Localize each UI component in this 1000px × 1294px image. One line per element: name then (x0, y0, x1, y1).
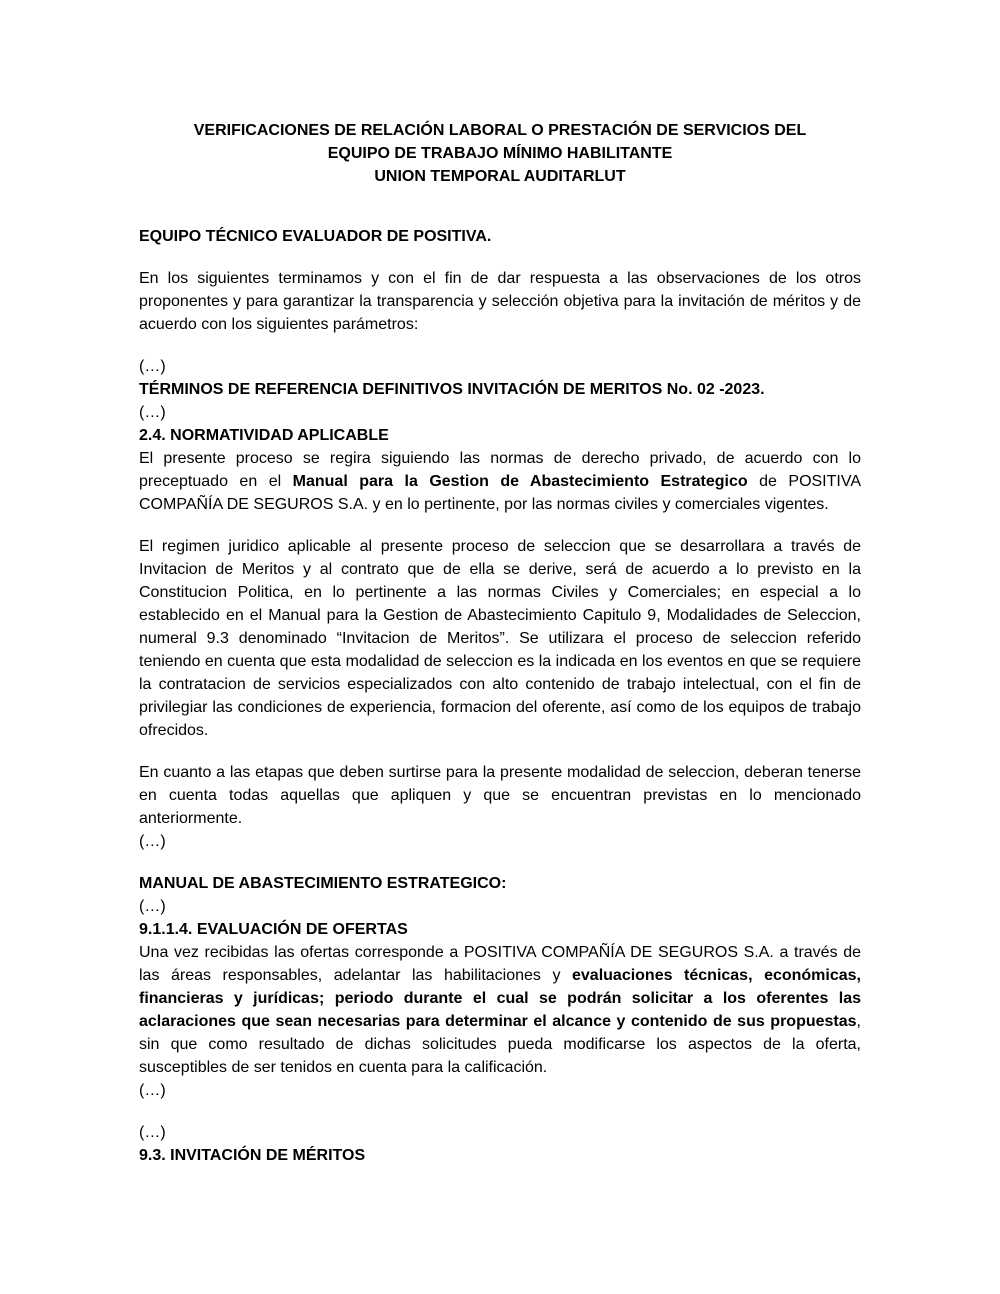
document-content (139, 119, 861, 1167)
ellipsis-marker: (…) (139, 358, 166, 375)
text-run: de POSITIVA COMPAÑÍA DE SEGUROS S.A. y en lo pertinente, por las normas civiles y comerciales vigentes. (139, 473, 862, 513)
ellipsis-marker: (…) (139, 1124, 166, 1141)
text-run: En los siguientes terminamos y con el fin de dar respuesta a las observaciones de los otros proponentes y para garantizar la transparencia y selección objetiva para la invitación de méritos y de acuerdo con los siguientes parámetros: (139, 270, 861, 333)
document-title (139, 119, 861, 188)
bold-text-run: Manual para la Gestion de Abastecimiento Estrategico (292, 473, 748, 490)
paragraph-evaluacion-ofertas (139, 941, 861, 1079)
heading-evaluacion-ofertas: 9.1.1.4. EVALUACIÓN DE OFERTAS (139, 921, 408, 938)
ellipsis-marker: (…) (139, 833, 166, 850)
paragraph-regimen-juridico (139, 535, 861, 742)
paragraph-etapas (139, 761, 861, 830)
heading-equipo-tecnico: EQUIPO TÉCNICO EVALUADOR DE POSITIVA. (139, 228, 492, 245)
bold-text-run: evaluaciones técnicas, económicas, financieras y jurídicas; periodo durante el cual se podrán solicitar a los oferentes las aclaraciones que sean necesarias para determinar el alcance y contenido de sus propuestas (139, 967, 861, 1030)
text-run: El presente proceso se regira siguiendo las normas de derecho privado, de acuerdo con lo preceptuado en el (139, 450, 861, 490)
vertical-spacer (139, 516, 861, 535)
text-run: , sin que como resultado de dichas solicitudes pueda modificarse los aspectos de la oferta, susceptibles de ser tenidos en cuenta para la calificación. (139, 1013, 861, 1076)
ellipsis-marker: (…) (139, 1082, 166, 1099)
heading-manual-abastecimiento: MANUAL DE ABASTECIMIENTO ESTRATEGICO: (139, 875, 507, 892)
heading-normatividad: 2.4. NORMATIVIDAD APLICABLE (139, 427, 389, 444)
text-run: El regimen juridico aplicable al presente proceso de seleccion que se desarrollara a través de Invitacion de Meritos y al contrato que de ella se derive, será de acuerdo a lo previsto en la Constitucion Politica, en lo pertinente a las normas Civiles y Comerciales; en especial a lo establecido en el Manual para la Gestion de Abastecimiento Capitulo 9, Modalidades de Seleccion, numeral 9.3 denominado “Invitacion de Meritos”. Se utilizara el proceso de seleccion referido teniendo en cuenta que esta modalidad de seleccion es la indicada en los eventos en que se requiere la contratacion de servicios especializados con alto contenido de trabajo intelectual, con el fin de privilegiar las condiciones de experiencia, formacion del oferente, así como de los equipos de trabajo ofrecidos. (139, 538, 861, 739)
heading-terminos-referencia: TÉRMINOS DE REFERENCIA DEFINITIVOS INVITACIÓN DE MERITOS No. 02 -2023. (139, 381, 765, 398)
vertical-spacer (139, 1102, 861, 1121)
vertical-spacer (139, 336, 861, 355)
vertical-spacer (139, 742, 861, 761)
text-run: Una vez recibidas las ofertas corresponde a POSITIVA COMPAÑÍA DE SEGUROS S.A. a través de las áreas responsables, adelantar las habilitaciones y (139, 944, 861, 984)
vertical-spacer (139, 188, 861, 225)
ellipsis-marker: (…) (139, 404, 166, 421)
document-title-line: VERIFICACIONES DE RELACIÓN LABORAL O PRESTACIÓN DE SERVICIOS DEL (193, 122, 807, 139)
vertical-spacer (139, 853, 861, 872)
paragraph-normatividad (139, 447, 861, 516)
vertical-spacer (139, 248, 861, 267)
text-run: En cuanto a las etapas que deben surtirse para la presente modalidad de seleccion, deberan tenerse en cuenta todas aquellas que apliquen y que se encuentran previstas en lo mencionado anteriormente. (139, 764, 861, 827)
document-title-line: EQUIPO DE TRABAJO MÍNIMO HABILITANTE (327, 145, 673, 162)
ellipsis-marker: (…) (139, 898, 166, 915)
heading-invitacion-meritos: 9.3. INVITACIÓN DE MÉRITOS (139, 1147, 366, 1164)
paragraph-intro (139, 267, 861, 336)
document-title-line: UNION TEMPORAL AUDITARLUT (374, 168, 626, 185)
